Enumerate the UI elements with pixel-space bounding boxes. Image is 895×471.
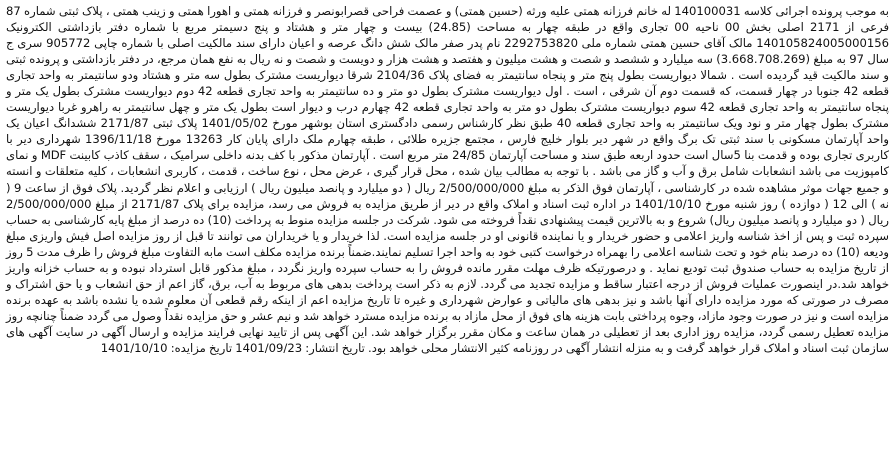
- auction-notice-text: به موجب پرونده اجرائی کلاسه 140100031 له خانم فرزانه همتی علیه ورثه (حسین همتی) و عصمت فراحی قصرابونصر و فرزانه همتی و اهورا همتی و زینب همتی ، پلاک ثبتی شماره 87 فرعی از 2171 اصلی بخش 00 ناحیه 00 تجاری واقع در طبقه چهار به مساحت (24.85) بیست و چهار متر و هشتاد و پنج دسیمتر مربع با شماره دفتر بازداشتی الکترونیک 140105824005000156 مالک آقای حسین همتی شماره ملی 2292753820 نام پدر صفر مالک شش دانگ عرصه و اعیان دارای سند مالکیت اصلی با شماره چاپی 905772 سری ج سال 97 به مبلغ (3.668.708.269) سه میلیارد و ششصد و شصت و هشت میلیون و هفتصد و هشت هزار و دویست و شصت و نه ریال به نفع همان مرجع، در دفتر بازداشتی و پرونده ثبتی و سند مالکیت قید گردیده است . شمالا دیواریست بطول پنج متر و پنجاه سانتیمتر به فضای پلاک 2104/36 شرقا دیواریست مشترک بطول سه متر و هشتاد ودو سانتیمتر به واحد تجاری قطعه 42 جنوبا در چهار قسمت، که قسمت دوم آن شرقی ، است . اول دیواریست مشترک بطول دو متر و ده سانتیمتر به واحد تجاری قطعه 42 دوم دیواریست مشترک بطول یک متر و پنجاه سانتیمتر به واحد تجاری قطعه 42 سوم دیواریست مشترک بطول دو متر به واحد تجاری قطعه 42 چهارم درب و دیوار است بطول یک متر و چهل سانتیمتر به راهرو غربا دیواریست مشترک بطول چهار متر و نود ویک سانتیمتر به واحد تجاری قطعه 40 طبق نظر کارشناس رسمی دادگستری استان بوشهر مورخ 1401/05/02 پلاک ثبتی 2171/87 ششدانگ اعیان یک واحد آپارتمان مسکونی با سند ثبتی تک برگ واقع در شهر دیر بلوار خلیج فارس ، مجتمع جزیره طلائی ، طبقه چهارم ملک دارای پایان کار 13263 مورخ 1396/11/18 شهرداری دیر با کاربری تجاری بوده و قدمت بنا 5سال است حدود اربعه طبق سند و مساحت آپارتمان 24/85 متر مربع است . آپارتمان مذکور با کف بدنه داخلی سرامیک ، سقف کاذب کابینت MDF و نمای کامپوزیت می باشد انشعابات شامل برق و آب و گاز می باشد . با توجه به مطالب بیان شده ، محل قرار گیری ، عرض محل ، نوع ساخت ، قدمت ، کاربری انشعابات ، کلیه متعلقات و انسته و جمیع جهات موثر مشاهده شده در کارشناسی ، آپارتمان فوق الذکر به مبلغ 2/500/000/000 ریال ( دو میلیارد و پانصد میلیون ریال ) ارزیابی و اعلام نظر گردید. پلاک فوق از ساعت 9 ( نه ) الی 12 ( دوازده ) روز شنبه مورخ 1401/10/10 در اداره ثبت اسناد و املاک واقع در دیر از طریق مزایده به فروش می رسد، مزایده برای پلاک 2171/87 از مبلغ 2/500/000/000 ریال ( دو میلیارد و پانصد میلیون ریال) شروع و به بالاترین قیمت پیشنهادی نقداً فروخته می شود. شرکت در جلسه مزایده منوط به پرداخت (10) ده درصد از مبلغ پایه کارشناسی به حساب سپرده ثبت و پس از اخذ شناسه واریز اعلامی و حضور خریدار و یا نماینده قانونی او در جلسه مزایده است. لذا خریدار و یا خریداران می توانند تا قبل از روز مزایده اصل فیش واریزی مبلغ ودیعه (10) ده درصد بنام خود و تحت شناسه اعلامی را بهمراه درخواست کتبی خود به واحد اجرا تسلیم نمایند.ضمناً برنده مزایده مکلف است مابه التفاوت مبلغ فروش را ظرف مدت 5 روز از تاریخ مزایده به حساب صندوق ثبت تودیع نماید . و درصورتیکه ظرف مهلت مقرر مانده فروش را به حساب سپرده واریز نگردد ، مبلغ مذکور قابل استرداد نبوده و به حساب خزانه واریز خواهد شد.در اینصورت عملیات فروش از درجه اعتبار ساقط و مزایده تجدید می گردد. لازم به ذکر است پرداخت بدهی های مربوط به آب، برق، گاز اعم از حق انشعاب و یا حق اشتراک و مصرف در صورتی که مورد مزایده دارای آنها باشد و نیز بدهی های مالیاتی و عوارض شهرداری و غیره تا تاریخ مزایده اعم از اینکه رقم قطعی آن معلوم شده یا نشده باشد به عهده برنده مزایده است و نیز در صورت وجود مازاد، وجوه پرداختی بابت هزینه های فوق از محل مازاد به برنده مزایده مسترد خواهد شد و نیم عشر و حق مزایده نقداً وصول می گردد ضمناً چنانچه روز مزایده تعطیل رسمی گردد، مزایده روز اداری بعد از تعطیلی در همان ساعت و مکان مقرر برگزار خواهد شد. این آگهی پس از تایید نهایی فرایند مزایده و ارسال آگهی در سایت آگهی های سازمان ثبت اسناد و املاک قرار خواهد گرفت و به منزله انتشار آگهی در روزنامه کثیر الانتشار محلی خواهد بود. تاریخ انتشار: 1401/09/23 تاریخ مزایده: 1401/10/10: [6, 4, 890, 355]
